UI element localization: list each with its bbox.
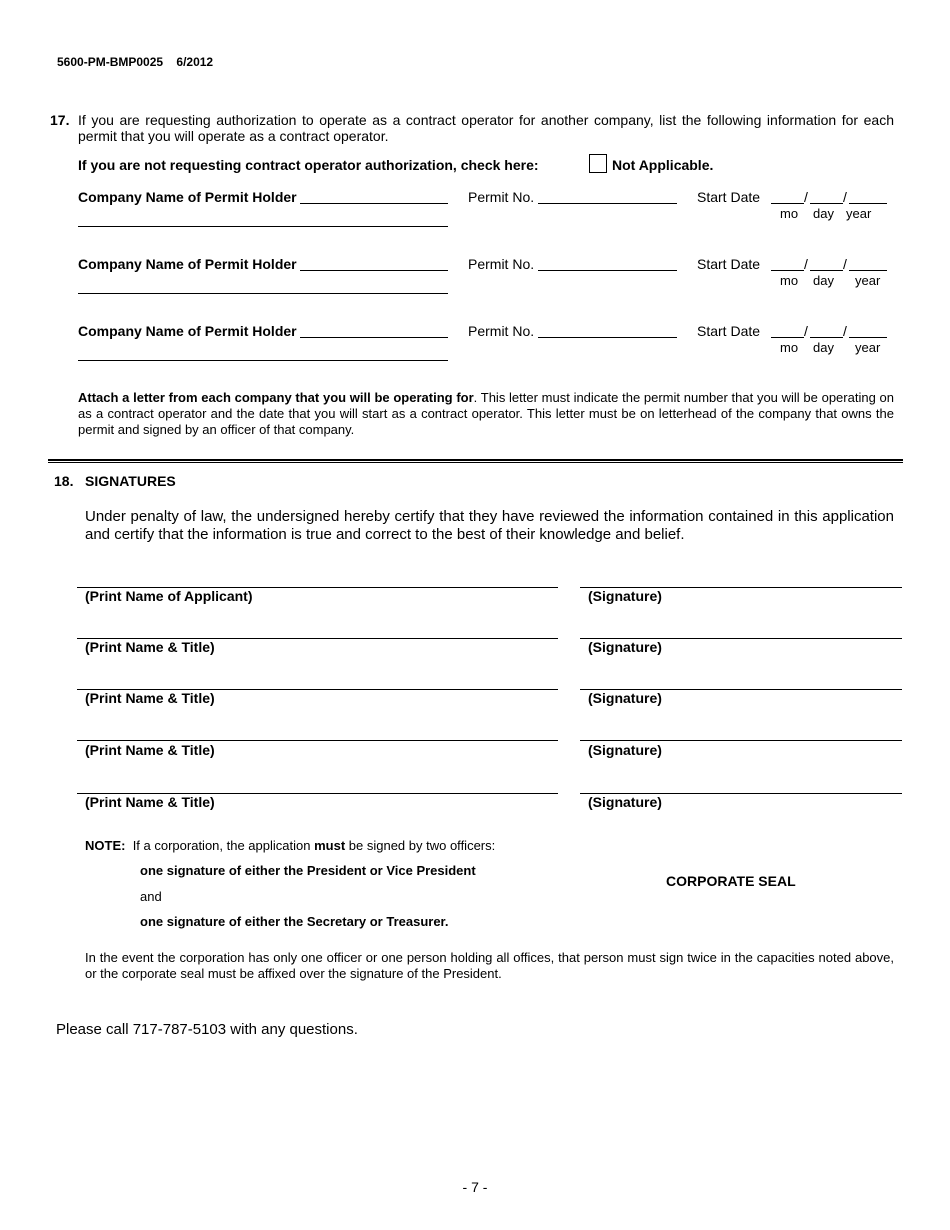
date-day-caption: day xyxy=(813,340,834,355)
note-post: be signed by two officers: xyxy=(348,838,496,853)
start-date-day-field[interactable] xyxy=(810,337,843,338)
form-id: 5600-PM-BMP0025 xyxy=(57,55,164,69)
not-applicable-label: Not Applicable. xyxy=(612,157,714,173)
date-day-caption: day xyxy=(813,273,834,288)
date-year-caption: year xyxy=(855,273,881,288)
questions-line: Please call 717-787-5103 with any questions. xyxy=(56,1021,358,1038)
permit-no-field[interactable] xyxy=(538,270,677,271)
page-number: - 7 - xyxy=(462,1179,488,1195)
start-date-day-field[interactable] xyxy=(810,270,843,271)
signature-label: (Signature) xyxy=(588,588,662,604)
date-mo-caption: mo xyxy=(780,340,799,355)
company-name-label: Company Name of Permit Holder xyxy=(78,256,297,272)
permit-no-field[interactable] xyxy=(538,203,677,204)
attach-letter-bold: Attach a letter from each company that you will be operating for xyxy=(78,390,474,405)
start-date-year-field[interactable] xyxy=(849,270,887,271)
date-mo-caption: mo xyxy=(780,206,799,221)
start-date-month-field[interactable] xyxy=(771,270,804,271)
section17-number: 17. xyxy=(50,112,70,128)
section-divider-thin xyxy=(48,462,903,463)
start-date-label: Start Date xyxy=(697,323,761,339)
not-requesting-label: If you are not requesting contract operator authorization, check here: xyxy=(78,157,539,173)
company-name-field[interactable] xyxy=(300,337,448,338)
attach-letter-paragraph xyxy=(78,390,894,438)
section17-intro: If you are requesting authorization to operate as a contract operator for another company, list the following information for each permit that you will operate as a contract operator. xyxy=(78,112,894,144)
note-must: must xyxy=(314,838,346,853)
print-name-label: (Print Name & Title) xyxy=(85,794,215,810)
officer-requirement-1: one signature of either the President or Vice President xyxy=(140,863,476,878)
signature-label: (Signature) xyxy=(588,639,662,655)
officer-and: and xyxy=(140,889,162,904)
attach-letter-text: . This letter must indicate the permit number that you will be operating on as a contract operator and the date that you will start as a contract operator. This letter must be on letterhead of the company that owns the permit and signed by an officer of that company. xyxy=(78,390,894,437)
note-label: NOTE: xyxy=(85,838,126,853)
signature-label: (Signature) xyxy=(588,794,662,810)
company-name-field-line2[interactable] xyxy=(78,293,448,294)
not-applicable-checkbox[interactable] xyxy=(589,154,607,173)
section-divider xyxy=(48,459,903,461)
date-day-caption: day xyxy=(813,206,834,221)
start-date-month-field[interactable] xyxy=(771,203,804,204)
note-pre: If a corporation, the application xyxy=(132,838,311,853)
permit-no-label: Permit No. xyxy=(468,323,535,339)
permit-no-label: Permit No. xyxy=(468,189,535,205)
date-slash: / xyxy=(804,323,808,339)
form-header xyxy=(57,55,213,69)
print-name-field[interactable] xyxy=(77,740,558,741)
print-name-label: (Print Name of Applicant) xyxy=(85,588,253,604)
start-date-year-field[interactable] xyxy=(849,337,887,338)
company-name-label: Company Name of Permit Holder xyxy=(78,323,297,339)
date-mo-caption: mo xyxy=(780,273,799,288)
company-name-field-line2[interactable] xyxy=(78,226,448,227)
signature-field[interactable] xyxy=(580,740,902,741)
date-year-caption: year xyxy=(855,340,881,355)
start-date-month-field[interactable] xyxy=(771,337,804,338)
date-slash: / xyxy=(843,323,847,339)
form-date: 6/2012 xyxy=(176,55,214,69)
start-date-label: Start Date xyxy=(697,189,761,205)
date-slash: / xyxy=(804,256,808,272)
section18-title: SIGNATURES xyxy=(85,473,176,489)
permit-no-field[interactable] xyxy=(538,337,677,338)
start-date-day-field[interactable] xyxy=(810,203,843,204)
officer-requirement-2: one signature of either the Secretary or Treasurer. xyxy=(140,914,449,929)
date-slash: / xyxy=(843,256,847,272)
signature-label: (Signature) xyxy=(588,742,662,758)
company-name-label: Company Name of Permit Holder xyxy=(78,189,297,205)
date-year-caption: year xyxy=(846,206,872,221)
print-name-label: (Print Name & Title) xyxy=(85,690,215,706)
print-name-label: (Print Name & Title) xyxy=(85,639,215,655)
note-line xyxy=(85,838,495,853)
company-name-field[interactable] xyxy=(300,270,448,271)
section18-number: 18. xyxy=(54,473,74,489)
certify-paragraph: Under penalty of law, the undersigned hereby certify that they have reviewed the information contained in this application and certify that the information is true and correct to the best of their knowledge and belief. xyxy=(85,508,894,543)
print-name-label: (Print Name & Title) xyxy=(85,742,215,758)
corporate-seal-label: CORPORATE SEAL xyxy=(666,873,796,889)
permit-no-label: Permit No. xyxy=(468,256,535,272)
signature-label: (Signature) xyxy=(588,690,662,706)
date-slash: / xyxy=(804,189,808,205)
event-paragraph: In the event the corporation has only one officer or one person holding all offices, that person must sign twice in the capacities noted above, or the corporate seal must be affixed over the signature of the President. xyxy=(85,950,894,981)
company-name-field[interactable] xyxy=(300,203,448,204)
start-date-label: Start Date xyxy=(697,256,761,272)
start-date-year-field[interactable] xyxy=(849,203,887,204)
date-slash: / xyxy=(843,189,847,205)
company-name-field-line2[interactable] xyxy=(78,360,448,361)
